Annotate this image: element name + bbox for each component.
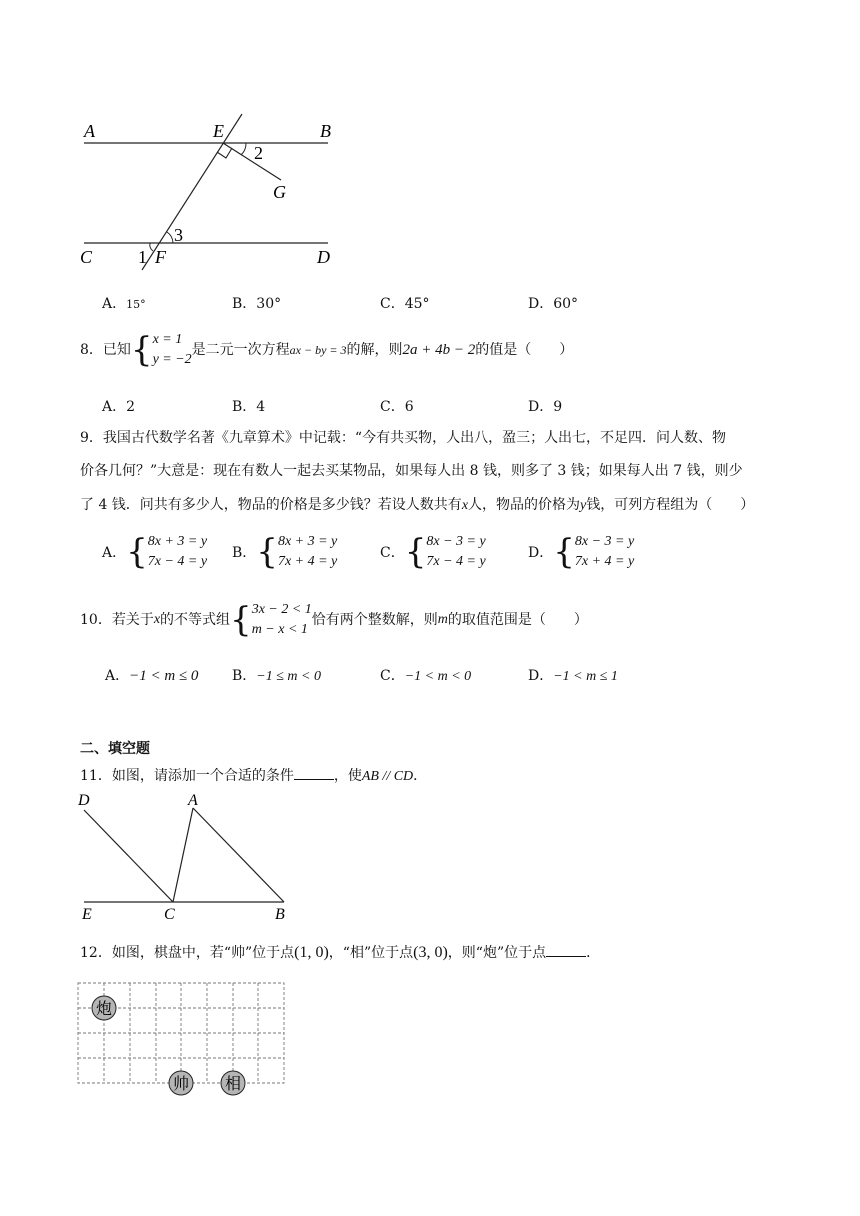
q9-option-c[interactable] bbox=[380, 532, 486, 572]
q8-mid-text: 是二元一次方程 bbox=[191, 342, 290, 358]
label-a: A bbox=[188, 792, 198, 809]
q10-mid-text: 的不等式组 bbox=[160, 612, 231, 628]
q10-option-c[interactable] bbox=[380, 665, 471, 685]
option-value: 4 bbox=[256, 399, 266, 415]
answer-blank[interactable] bbox=[294, 765, 334, 780]
segment-ca bbox=[173, 808, 193, 902]
piece-shuai bbox=[169, 1071, 193, 1095]
sys-row: 7x + 4 = y bbox=[277, 554, 338, 569]
q9-line-2: 价各几何？”大意是：现在有数人一起去买某物品，如果每人出 8 钱，则多了 3 钱；如果每人出 7 钱，则少 bbox=[80, 463, 743, 479]
label-c: C bbox=[80, 247, 93, 267]
q10-option-b[interactable] bbox=[232, 665, 321, 685]
answer-blank[interactable] bbox=[546, 942, 586, 957]
label-d: D bbox=[78, 792, 90, 809]
q10-system bbox=[252, 600, 312, 640]
option-value: 45° bbox=[404, 296, 430, 312]
option-value: −1 < m ≤ 1 bbox=[553, 669, 618, 684]
sys-row: x = 1 bbox=[152, 332, 183, 347]
section-heading: 二、填空题 bbox=[80, 741, 150, 757]
var-x: x bbox=[153, 612, 161, 627]
sys-row: m − x < 1 bbox=[251, 622, 308, 637]
sys-row: y = −2 bbox=[152, 352, 192, 367]
q8-option-c[interactable] bbox=[380, 396, 414, 416]
option-value: 9 bbox=[553, 399, 563, 415]
label-3: 3 bbox=[174, 225, 183, 245]
piece-xiang bbox=[221, 1071, 245, 1095]
option-letter: D． bbox=[528, 399, 554, 415]
option-value: −1 ≤ m < 0 bbox=[256, 669, 321, 684]
q10-stem bbox=[80, 600, 588, 640]
sys-row: 8x − 3 = y bbox=[574, 534, 635, 549]
label-e: E bbox=[213, 121, 224, 141]
brace: { bbox=[553, 532, 575, 572]
option-letter: B． bbox=[232, 668, 257, 684]
q11-text: 11．如图，请添加一个合适的条件 bbox=[80, 768, 294, 784]
q12-stem bbox=[80, 942, 600, 963]
q12-text: ． bbox=[586, 945, 601, 961]
q9-text: 了 4 钱．问共有多少人，物品的价格是多少钱？若设人数共有 bbox=[80, 497, 462, 513]
sys-row: 7x − 4 = y bbox=[147, 554, 208, 569]
option-letter: C． bbox=[380, 668, 405, 684]
label-e: E bbox=[82, 906, 92, 923]
option-letter: A． bbox=[102, 296, 127, 312]
label-f: F bbox=[155, 247, 166, 267]
q8-stem bbox=[80, 330, 573, 370]
q7-option-d[interactable] bbox=[528, 293, 578, 313]
q11-math: AB // CD bbox=[361, 769, 414, 784]
q8-tail-text: 的解，则 bbox=[346, 342, 403, 358]
var-m: m bbox=[437, 612, 448, 627]
q8-prefix: 8．已知 bbox=[80, 342, 131, 358]
option-value: 30° bbox=[256, 296, 282, 312]
sys-row: 8x − 3 = y bbox=[426, 534, 486, 549]
q11-text: ． bbox=[413, 768, 428, 784]
q8-tail-text-2: 的值是（ ） bbox=[475, 342, 574, 358]
option-value: 15° bbox=[126, 298, 146, 311]
var-y: y bbox=[580, 498, 587, 513]
q12-text: 12．如图，棋盘中，若“帅”位于点 bbox=[80, 945, 295, 961]
option-value: −1 < m ≤ 0 bbox=[129, 668, 199, 684]
label-1: 1 bbox=[138, 247, 147, 267]
sys-row: 7x − 4 = y bbox=[426, 554, 486, 569]
sys-row: 3x − 2 < 1 bbox=[251, 602, 312, 617]
q9-option-b[interactable] bbox=[232, 532, 337, 572]
option-letter: A． bbox=[105, 668, 130, 684]
option-letter: D． bbox=[528, 296, 554, 312]
q9-option-a[interactable] bbox=[102, 532, 207, 572]
piece-xiang-label: 相 bbox=[224, 1074, 242, 1093]
q12-text: ，则“炮”位于点 bbox=[447, 945, 547, 961]
brace: { bbox=[130, 330, 153, 370]
option-letter: B． bbox=[232, 399, 257, 415]
option-letter: A． bbox=[102, 545, 127, 561]
label-c: C bbox=[164, 906, 175, 923]
q8-equation: ax − by = 3 bbox=[289, 343, 347, 357]
option-system bbox=[426, 532, 485, 572]
angle-2-arc bbox=[241, 143, 246, 155]
label-b: B bbox=[275, 906, 285, 923]
q8-system bbox=[153, 330, 192, 370]
q11-text: ，使 bbox=[333, 768, 362, 784]
q9-line-3 bbox=[80, 495, 754, 516]
q10-prefix: 10．若关于 bbox=[80, 612, 154, 628]
angle-3-arc bbox=[167, 232, 173, 243]
q8-option-a[interactable] bbox=[102, 396, 135, 416]
q7-option-b[interactable] bbox=[232, 293, 281, 313]
q10-tail-text: 恰有两个整数解，则 bbox=[311, 612, 438, 628]
option-letter: C． bbox=[380, 296, 405, 312]
q9-text: 钱，可列方程组为（ ） bbox=[586, 497, 755, 513]
option-letter: A． bbox=[102, 399, 127, 415]
angle-1-arc bbox=[150, 243, 153, 251]
option-system bbox=[148, 532, 207, 572]
option-value: 60° bbox=[553, 296, 579, 312]
q12-chessboard bbox=[70, 975, 300, 1105]
label-a: A bbox=[84, 121, 95, 141]
q10-tail-text-2: 的取值范围是（ ） bbox=[447, 612, 588, 628]
var-x: x bbox=[461, 498, 469, 513]
brace: { bbox=[126, 532, 148, 572]
q8-option-d[interactable] bbox=[528, 396, 562, 416]
q12-text: ，“相”位于点 bbox=[328, 945, 414, 961]
q11-stem bbox=[80, 765, 427, 787]
brace: { bbox=[404, 532, 427, 572]
option-value: 6 bbox=[404, 399, 414, 415]
option-letter: B． bbox=[232, 545, 257, 561]
segment-dc bbox=[84, 810, 173, 902]
segment-ab bbox=[193, 808, 284, 902]
q8-option-b[interactable] bbox=[232, 396, 265, 416]
q12-point-xiang: (3, 0) bbox=[413, 944, 448, 961]
piece-pao bbox=[92, 996, 116, 1020]
option-value: −1 < m < 0 bbox=[404, 669, 472, 684]
q7-option-c[interactable] bbox=[380, 293, 430, 313]
piece-shuai-label: 帅 bbox=[172, 1074, 190, 1093]
q10-option-a[interactable] bbox=[105, 665, 198, 685]
label-b: B bbox=[320, 121, 331, 141]
q9-option-d[interactable] bbox=[528, 532, 634, 572]
brace: { bbox=[256, 532, 278, 572]
option-system bbox=[278, 532, 337, 572]
q9-line-1: 9．我国古代数学名著《九章算术》中记载：“今有共买物，人出八，盈三；人出七，不足四．问人数、物 bbox=[80, 430, 727, 446]
piece-pao-label: 炮 bbox=[95, 999, 113, 1018]
label-g: G bbox=[273, 182, 286, 202]
brace: { bbox=[230, 600, 252, 640]
option-letter: C． bbox=[380, 399, 405, 415]
q7-option-a[interactable] bbox=[102, 293, 146, 313]
option-system bbox=[575, 532, 634, 572]
option-letter: D． bbox=[528, 545, 554, 561]
q10-option-d[interactable] bbox=[528, 665, 618, 685]
label-d: D bbox=[317, 247, 330, 267]
q9-text: 人，物品的价格为 bbox=[468, 497, 581, 513]
q11-figure bbox=[70, 790, 300, 925]
q12-point-shuai: (1, 0) bbox=[294, 944, 329, 961]
sys-row: 7x + 4 = y bbox=[574, 554, 635, 569]
q7-figure bbox=[70, 110, 360, 275]
option-letter: C． bbox=[380, 545, 405, 561]
sys-row: 8x + 3 = y bbox=[277, 534, 338, 549]
q8-expression: 2a + 4b − 2 bbox=[402, 342, 476, 358]
option-letter: D． bbox=[528, 668, 554, 684]
label-2: 2 bbox=[254, 143, 263, 163]
sys-row: 8x + 3 = y bbox=[147, 534, 208, 549]
option-value: 2 bbox=[126, 399, 136, 415]
option-letter: B． bbox=[232, 296, 257, 312]
